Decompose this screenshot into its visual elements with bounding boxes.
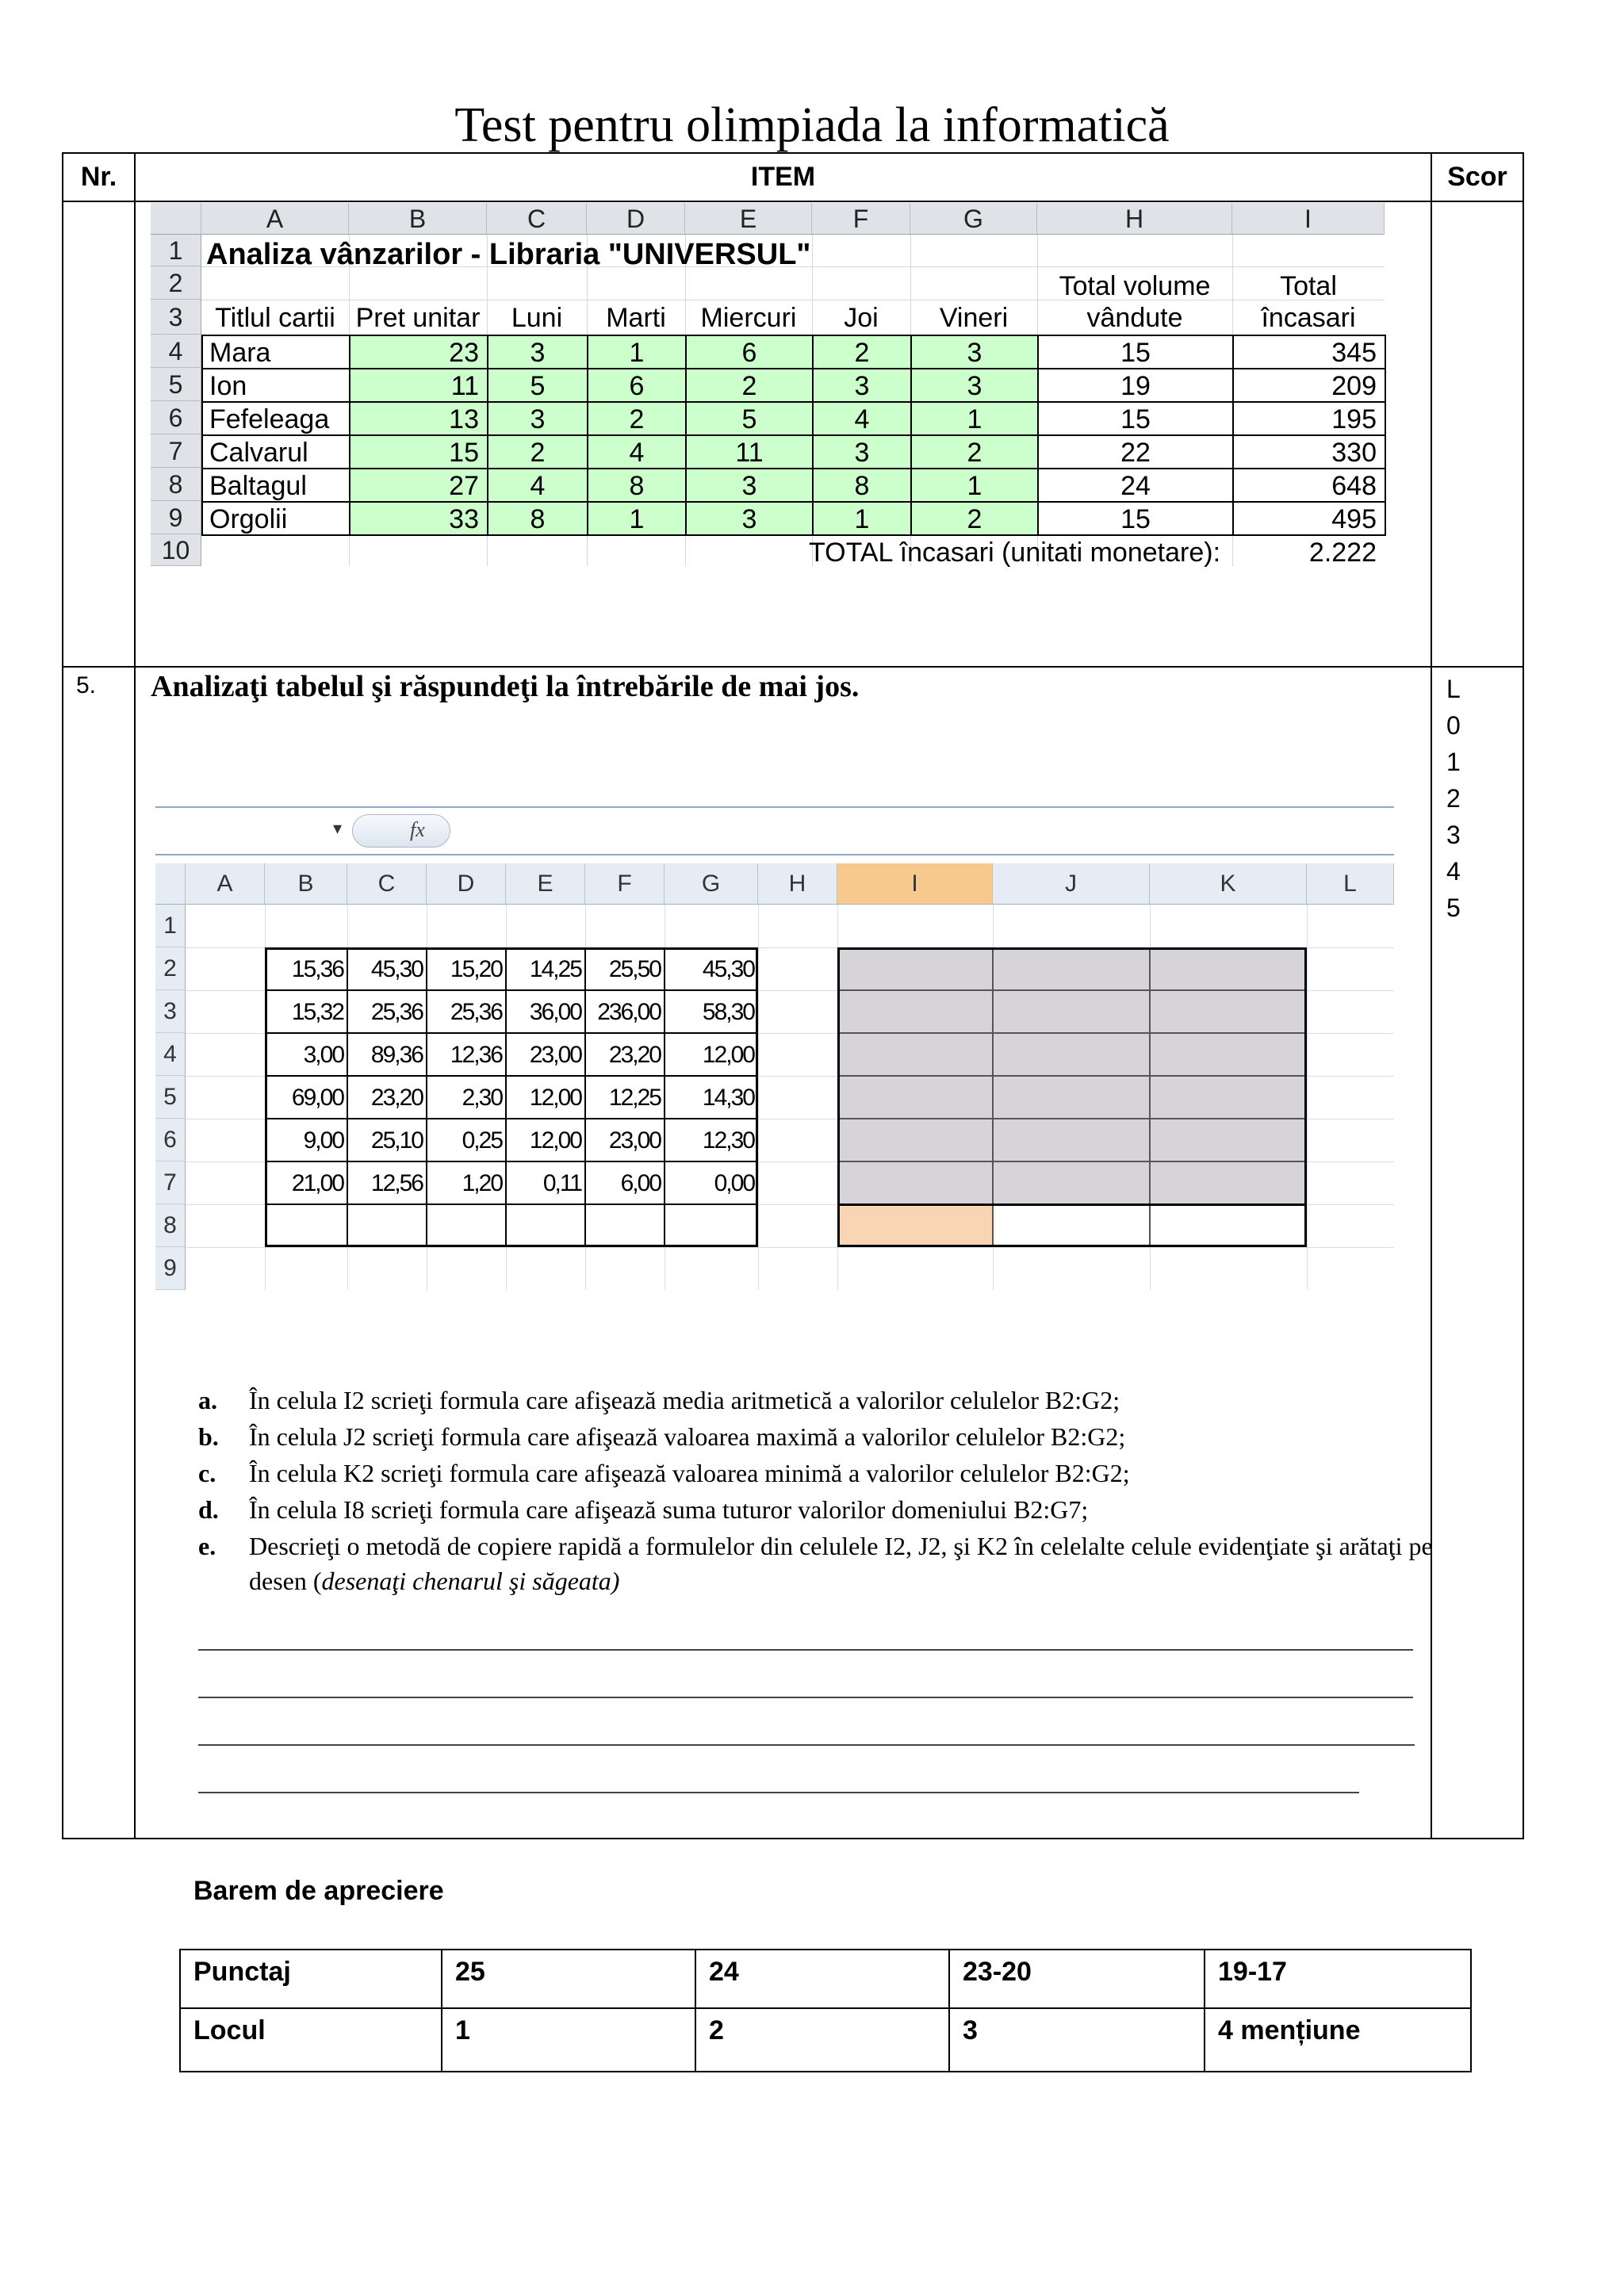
data-cell: 648 [1232,468,1386,503]
data-cell: 3 [910,368,1039,403]
value-cell: 236,00 [585,990,665,1033]
question-text-body: În celula J2 scrieţi formula care afişează valoarea maximă a valorilor celulelor B2:G2; [249,1422,1126,1451]
data-cell: 4 [487,468,588,503]
row-header: 3 [151,300,201,335]
row-header: 3 [155,990,186,1033]
data-cell: 8 [587,468,687,503]
value-cell: 23,20 [585,1033,665,1076]
value-cell: 69,00 [265,1076,347,1119]
book-title-cell: Calvarul [201,434,350,469]
data-cell: 3 [487,335,588,369]
data-cell: 13 [349,401,488,436]
data-cell: 15 [1037,335,1234,369]
data-cell: 8 [487,501,588,536]
row-header: 9 [155,1247,186,1290]
header-nr: Nr. [80,162,117,192]
exercise-spreadsheet [155,805,1394,1312]
question-label: a. [198,1386,217,1414]
question-text [249,1419,1462,1454]
question-text [249,1383,1462,1418]
column-header: J [993,863,1150,905]
data-cell: 195 [1232,401,1386,436]
row-header: 7 [151,434,201,468]
value-cell: 9,00 [265,1119,347,1161]
header-divider [62,201,1524,202]
answer-line[interactable] [198,1792,1359,1793]
row-header: 4 [155,1033,186,1076]
barem-cell: 4 mențiune [1205,2008,1471,2072]
value-cell: 14,30 [665,1076,758,1119]
row-header: 8 [155,1204,186,1247]
data-cell: 5 [685,401,814,436]
value-cell: 21,00 [265,1161,347,1204]
value-cell: 25,10 [347,1119,427,1161]
data-cell: 6 [685,335,814,369]
data-cell: 345 [1232,335,1386,369]
row-header: 4 [151,335,201,368]
column-header: G [910,203,1037,235]
data-cell: 4 [587,434,687,469]
data-block-outline [265,947,758,1247]
page-title: Test pentru olimpiada la informatică [454,98,1170,152]
barem-cell: Punctaj [180,1950,442,2008]
value-cell: 15,32 [265,990,347,1033]
column-header: I [837,863,993,905]
data-cell: 23 [349,335,488,369]
barem-cell: 2 [695,2008,949,2072]
score-label: 5 [1446,894,1461,922]
question-label: e. [198,1532,216,1560]
name-box-dropdown-icon[interactable]: ▾ [333,819,343,839]
value-cell: 0,00 [665,1161,758,1204]
book-title-cell: Baltagul [201,468,350,503]
header-total: Total [1280,271,1337,301]
column-header: B [265,863,347,905]
data-cell: 15 [1037,501,1234,536]
corner-header [151,203,201,235]
data-cell: 3 [685,468,814,503]
data-cell: 27 [349,468,488,503]
row-header: 5 [155,1076,186,1119]
value-cell: 2,30 [427,1076,506,1119]
data-cell: 3 [812,368,912,403]
data-cell: 209 [1232,368,1386,403]
column-title: Marti [606,303,666,333]
column-header: C [347,863,427,905]
data-cell: 8 [812,468,912,503]
row-header: 9 [151,501,201,534]
row-header: 6 [155,1119,186,1161]
value-cell: 12,56 [347,1161,427,1204]
formula-fx-icon[interactable] [352,814,450,848]
data-cell: 3 [910,335,1039,369]
column-title: Vineri [939,303,1009,333]
value-cell: 15,36 [265,947,347,990]
value-cell: 25,36 [347,990,427,1033]
item-heading: Analizaţi tabelul şi răspundeţi la întrebările de mai jos. [151,670,860,703]
book-title-cell: Fefeleaga [201,401,350,436]
question-item [198,1529,1435,1608]
book-title-cell: Ion [201,368,350,403]
value-cell: 89,36 [347,1033,427,1076]
column-title: încasari [1261,303,1356,333]
column-header: A [201,203,349,235]
barem-cell: 24 [695,1950,949,2008]
value-cell: 58,30 [665,990,758,1033]
barem-cell: 1 [442,2008,695,2072]
value-cell: 0,11 [506,1161,585,1204]
barem-cell: 25 [442,1950,695,2008]
value-cell: 23,00 [585,1119,665,1161]
value-cell: 12,25 [585,1076,665,1119]
book-title-cell: Mara [201,335,350,369]
value-cell: 12,00 [506,1119,585,1161]
barem-cell: 3 [949,2008,1205,2072]
value-cell: 12,00 [506,1076,585,1119]
column-header: F [585,863,665,905]
row-header: 1 [151,235,201,266]
answer-line[interactable] [198,1697,1413,1698]
row-divider [62,666,1524,668]
value-cell: 6,00 [585,1161,665,1204]
value-cell: 45,30 [665,947,758,990]
header-item: ITEM [750,162,816,192]
value-cell: 1,20 [427,1161,506,1204]
column-header: K [1150,863,1307,905]
answer-line[interactable] [198,1649,1413,1651]
item-number: 5. [76,672,97,698]
data-cell: 11 [685,434,814,469]
barem-row [180,2008,1471,2072]
data-cell: 22 [1037,434,1234,469]
data-cell: 330 [1232,434,1386,469]
question-label: c. [198,1459,216,1487]
column-header: H [758,863,837,905]
data-cell: 2 [910,434,1039,469]
question-text-body: În celula I2 scrieţi formula care afişează media aritmetică a valorilor celulelor B2:G2; [249,1386,1120,1414]
data-cell: 19 [1037,368,1234,403]
question-label: d. [198,1495,219,1524]
row-header: 5 [151,368,201,401]
value-cell: 25,36 [427,990,506,1033]
column-title: Titlul cartii [215,303,335,333]
data-cell: 2 [487,434,588,469]
column-header: F [812,203,910,235]
score-label: 4 [1446,857,1461,886]
row-header: 2 [151,266,201,300]
target-row8-divider [837,1203,1307,1206]
book-title-cell: Orgolii [201,501,350,536]
grid-line [1307,905,1308,1290]
data-cell: 2 [910,501,1039,536]
column-title: Pret unitar [355,303,481,333]
score-scale [1446,671,1461,926]
data-cell: 1 [910,468,1039,503]
barem-table [179,1949,1472,2072]
value-cell: 45,30 [347,947,427,990]
barem-title: Barem de apreciere [193,1876,444,1906]
barem-cell: 19-17 [1205,1950,1471,2008]
column-header: H [1037,203,1232,235]
data-cell: 11 [349,368,488,403]
column-header: I [1232,203,1385,235]
column-header: E [506,863,585,905]
question-text-body: În celula K2 scrieţi formula care afişează valoarea minimă a valorilor celulelor B2:G2; [249,1459,1130,1487]
col-divider-nr [134,152,136,1839]
question-text-body: În celula I8 scrieţi formula care afişează suma tuturor valorilor domeniului B2:G7; [249,1495,1089,1524]
data-cell: 1 [587,335,687,369]
data-cell: 3 [487,401,588,436]
data-cell: 15 [1037,401,1234,436]
data-cell: 495 [1232,501,1386,536]
row-header: 1 [155,905,186,947]
sales-spreadsheet [151,203,1396,590]
column-header: D [427,863,506,905]
value-cell: 14,25 [506,947,585,990]
data-cell: 3 [812,434,912,469]
data-cell: 6 [587,368,687,403]
column-title: vândute [1086,303,1183,333]
data-cell: 15 [349,434,488,469]
data-cell: 5 [487,368,588,403]
barem-row [180,1950,1471,2008]
total-value: 2.222 [1308,538,1377,568]
fx-label: fx [410,818,425,841]
target-block-outline [837,947,1307,1247]
barem-cell: Locul [180,2008,442,2072]
column-title: Joi [844,303,879,333]
total-label: TOTAL încasari (unitati monetare): [809,538,1221,568]
row-header: 6 [151,401,201,434]
grid-line [758,905,759,1290]
question-text-body: Descrieţi o metodă de copiere rapidă a formulelor din celulele I2, J2, şi K2 în celelalte celule evidenţiate şi arătaţi pe desen ( [249,1532,1433,1595]
question-label: b. [198,1422,219,1451]
value-cell: 25,50 [585,947,665,990]
header-total-volume: Total volume [1059,271,1211,301]
value-cell: 12,30 [665,1119,758,1161]
data-cell: 3 [685,501,814,536]
row-header: 10 [151,534,201,566]
data-cell: 1 [910,401,1039,436]
data-cell: 24 [1037,468,1234,503]
score-label: 1 [1446,748,1461,776]
column-header: E [685,203,812,235]
answer-line[interactable] [198,1744,1415,1746]
header-scor: Scor [1447,162,1507,192]
value-cell: 3,00 [265,1033,347,1076]
corner-header [155,863,186,905]
grid-line [186,1247,1394,1248]
data-cell: 2 [685,368,814,403]
question-text [249,1456,1462,1490]
row-header: 8 [151,468,201,501]
sheet-title: Analiza vânzarilor - Libraria "UNIVERSUL" [206,238,811,271]
score-label: 3 [1446,821,1461,849]
value-cell: 12,00 [665,1033,758,1076]
score-label: L [1446,675,1461,703]
column-header: B [349,203,487,235]
column-header: C [487,203,587,235]
column-header: A [186,863,265,905]
value-cell: 15,20 [427,947,506,990]
data-cell: 2 [812,335,912,369]
value-cell: 23,20 [347,1076,427,1119]
value-cell: 23,00 [506,1033,585,1076]
barem-cell: 23-20 [949,1950,1205,2008]
data-cell: 1 [587,501,687,536]
data-cell: 2 [587,401,687,436]
value-cell: 36,00 [506,990,585,1033]
score-label: 2 [1446,784,1461,813]
row-header: 7 [155,1161,186,1204]
data-cell: 4 [812,401,912,436]
data-cell: 1 [812,501,912,536]
question-text-italic: desenaţi chenarul şi săgeata) [321,1567,620,1595]
value-cell: 0,25 [427,1119,506,1161]
column-title: Luni [511,303,563,333]
column-header: G [665,863,758,905]
value-cell: 12,36 [427,1033,506,1076]
column-header: D [587,203,685,235]
row-header: 2 [155,947,186,990]
data-cell: 33 [349,501,488,536]
score-label: 0 [1446,711,1461,740]
question-text [249,1529,1462,1598]
column-title: Miercuri [700,303,797,333]
formula-bar-bottom-line [155,854,1394,855]
column-header: L [1307,863,1394,905]
question-text [249,1492,1462,1527]
formula-bar-top-line [155,806,1394,808]
